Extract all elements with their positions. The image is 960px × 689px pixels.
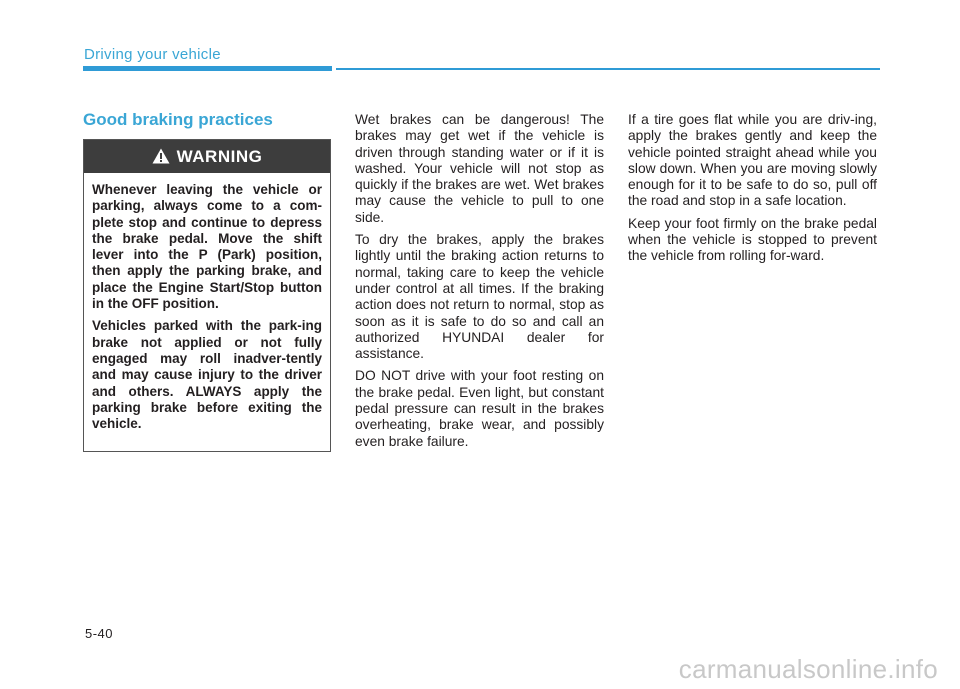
body-paragraph: Wet brakes can be dangerous! The brakes may get wet if the vehicle is driven through standing water or if it is washed. Your vehicle will not stop as quickly if the brakes are wet. Wet brakes may cause the vehicle to pull to one side. bbox=[355, 112, 604, 225]
watermark: carmanualsonline.info bbox=[678, 654, 938, 684]
body-paragraph: To dry the brakes, apply the brakes lightly until the braking action returns to normal, taking care to keep the vehicle under control at all times. If the braking action does not return to normal, stop as soon as it is safe to do so and call an authorized HYUNDAI dealer for assistance. bbox=[355, 232, 604, 362]
body-paragraph: DO NOT drive with your foot resting on the brake pedal. Even light, but constant pedal pressure can result in the brakes overheating, brake wear, and possibly even brake failure. bbox=[355, 368, 604, 449]
header-rule-thin bbox=[336, 68, 880, 70]
body-paragraph: If a tire goes flat while you are driv-ing, apply the brakes gently and keep the vehicle pointed straight ahead while you slow down. When you are moving slowly enough for it to be safe to do so, pull off the road and stop in a safe location. bbox=[628, 112, 877, 209]
middle-column bbox=[355, 112, 604, 456]
warning-label: WARNING bbox=[176, 146, 263, 166]
warning-triangle-icon bbox=[152, 148, 170, 164]
warning-paragraph: Whenever leaving the vehicle or parking, always come to a com-plete stop and continue to depress the brake pedal. Move the shift lever into the P (Park) position, then apply the parking brake, and place the Engine Start/Stop button in the OFF position. bbox=[92, 182, 322, 312]
warning-header bbox=[84, 140, 330, 173]
page-number: 5-40 bbox=[85, 626, 114, 641]
warning-paragraph: Vehicles parked with the park-ing brake not applied or not fully engaged may roll inadver-tently and may cause injury to the driver and others. ALWAYS apply the parking brake before exiting the vehicle. bbox=[92, 318, 322, 432]
warning-body bbox=[84, 173, 330, 432]
warning-box bbox=[83, 139, 331, 452]
body-paragraph: Keep your foot firmly on the brake pedal when the vehicle is stopped to prevent the vehicle from rolling for-ward. bbox=[628, 215, 877, 264]
header-rule-thick bbox=[83, 66, 332, 71]
section-title: Driving your vehicle bbox=[84, 46, 221, 63]
page-heading: Good braking practices bbox=[83, 110, 273, 129]
right-column bbox=[628, 112, 877, 271]
